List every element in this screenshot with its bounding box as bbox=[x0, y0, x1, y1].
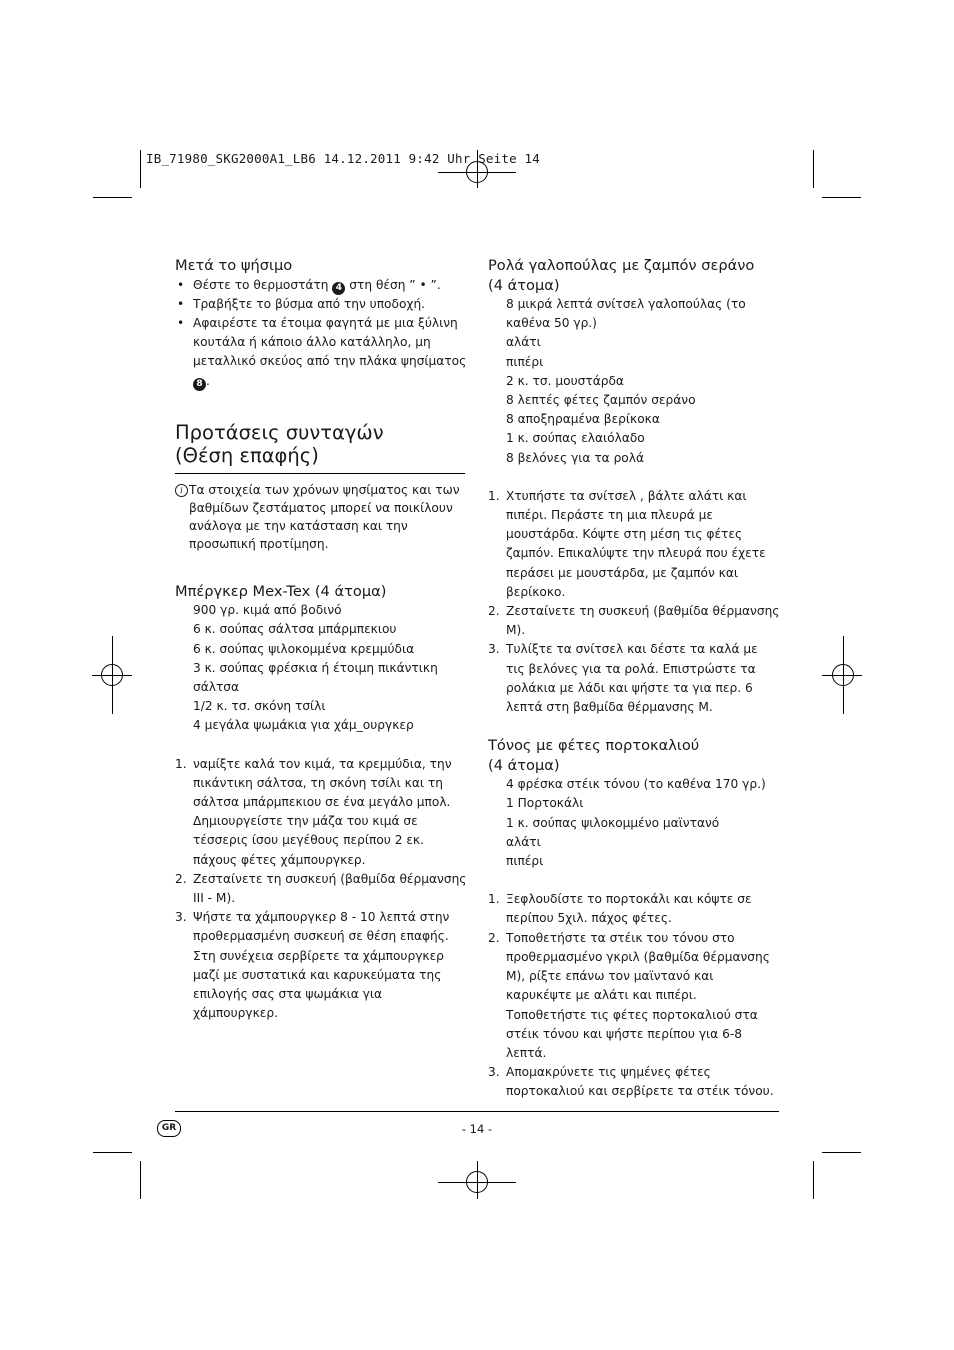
recipes-title: Προτάσεις συνταγών (Θέση επαφής) bbox=[175, 420, 384, 467]
step-number: 3. bbox=[488, 642, 500, 657]
ingredient-item: 8 αποξηραμένα βερίκοκα bbox=[506, 412, 660, 427]
step-text: Ζεσταίνετε τη συσκευή (βαθμίδα θέρμανσης M). bbox=[506, 604, 780, 638]
page-number: - 14 - bbox=[461, 1122, 493, 1136]
print-slug: IB_71980_SKG2000A1_LB6 14.12.2011 9:42 Uhr Seite 14 bbox=[146, 151, 541, 166]
ingredient-item: 4 μεγάλα ψωμάκια για χάμ_ουργκερ bbox=[193, 718, 414, 733]
turkey-steps bbox=[488, 487, 780, 717]
tuna-steps bbox=[488, 890, 780, 1101]
ingredient-item: 3 κ. σούπας φρέσκια ή έτοιμη πικάντικη σάλτσα bbox=[193, 660, 438, 695]
step-text: ναμίξτε καλά τον κιμά, τα κρεμμύδια, την πικάντικη σάλτσα, τη σκόνη τσίλι και τη σάλτσα μπάρμπεκιου σε ένα μεγάλο μπολ. Δημιουργείστε την μάζα του κιμά σε τέσσερις ίσου μεγέθους περίπου 2 εκ. πάχους φέτες χάμπουργκερ. bbox=[193, 756, 452, 867]
step-item bbox=[488, 640, 780, 717]
step-number: 1. bbox=[488, 892, 500, 907]
step-text: Χτυπήστε τα σνίτσελ , βάλτε αλάτι και πιπέρι. Περάστε τη μια πλευρά με μουστάρδα. Κόψτε στη μέση τις φέτες ζαμπόν. Επικαλύψτε την πλευρά που έχετε περάσει με μουστάρδα, με ζαμπόν και βερίκοκο. bbox=[506, 488, 766, 599]
step-item bbox=[488, 602, 780, 640]
step-item bbox=[488, 929, 780, 1063]
ingredient-item: αλάτι bbox=[506, 335, 541, 350]
ingredient-item: 8 βελόνες για τα ρολά bbox=[506, 450, 645, 465]
language-badge: GR bbox=[157, 1120, 181, 1137]
ingredient-item: 1 Πορτοκάλι bbox=[506, 796, 584, 811]
step-text: Ζεσταίνετε τη συσκευή (βαθμίδα θέρμανσης III - M). bbox=[193, 871, 467, 906]
step-number: 1. bbox=[175, 756, 187, 771]
section-heading-turkey: Ρολά γαλοπούλας με ζαμπόν σεράνο (4 άτομα) bbox=[488, 257, 755, 294]
title-divider bbox=[175, 473, 465, 474]
ingredient-item: 4 φρέσκα στέικ τόνου (το καθένα 170 γρ.) bbox=[506, 777, 766, 792]
ingredient-item: 6 κ. σούπας ψιλοκομμένα κρεμμύδια bbox=[193, 641, 415, 656]
step-item bbox=[488, 1063, 780, 1101]
step-item bbox=[175, 755, 467, 870]
ingredient-item: 1/2 κ. τσ. σκόνη τσίλι bbox=[193, 699, 326, 714]
section-heading-after-grilling: Μετά το ψήσιμο bbox=[175, 257, 293, 274]
section-heading-tuna: Τόνος με φέτες πορτοκαλιού (4 άτομα) bbox=[488, 737, 700, 774]
ingredient-item: 8 μικρά λεπτά σνίτσελ γαλοπούλας (το καθένα 50 γρ.) bbox=[506, 297, 746, 331]
ingredient-item: 1 κ. σούπας ελαιόλαδο bbox=[506, 431, 645, 446]
info-note: i Τα στοιχεία των χρόνων ψησίματος και των βαθμίδων ζεστάματος μπορεί να ποικίλουν ανάλογα με την κατάσταση και την προσωπική προτίμηση. bbox=[175, 481, 467, 553]
list-item: • Θέστε το θερμοστάτη 4 στη θέση ” • ”. bbox=[175, 276, 467, 295]
step-item bbox=[175, 870, 467, 908]
step-item bbox=[175, 908, 467, 1023]
burger-ingredients bbox=[175, 601, 467, 735]
turkey-ingredients bbox=[488, 295, 780, 468]
ingredient-item: 1 κ. σούπας ψιλοκομμένο μαϊντανό bbox=[506, 815, 720, 830]
tuna-ingredients bbox=[488, 775, 780, 871]
ingredient-item: 8 λεπτές φέτες ζαμπόν σεράνο bbox=[506, 393, 696, 408]
ingredient-item: 900 γρ. κιμά από βοδινό bbox=[193, 603, 342, 618]
step-number: 2. bbox=[488, 930, 500, 945]
reference-number-badge: 8 bbox=[193, 378, 206, 391]
step-number: 2. bbox=[175, 871, 187, 886]
ingredient-item: πιπέρι bbox=[506, 354, 544, 369]
list-item: • Τραβήξτε το βύσμα από την υποδοχή. bbox=[175, 295, 467, 314]
step-text: Ψήστε τα χάμπουργκερ 8 - 10 λεπτά στην προθερμασμένη συσκευή σε θέση επαφής. Στη συνέχεια σερβίρετε τα χάμπουργκερ μαζί με συστατικά και καρυκεύματα της επιλογής σας στα ψωμάκια για χάμπουργκερ. bbox=[193, 910, 450, 1021]
ingredient-item: αλάτι bbox=[506, 834, 541, 849]
info-icon: i bbox=[175, 484, 188, 497]
ingredient-item: 2 κ. τσ. μουστάρδα bbox=[506, 373, 624, 388]
step-number: 3. bbox=[175, 910, 187, 925]
step-text: Ξεφλουδίστε το πορτοκάλι και κόψτε σε περίπου 5χιλ. πάχος φέτες. bbox=[506, 892, 752, 926]
step-text: Τυλίξτε τα σνίτσελ και δέστε τα καλά με τις βελόνες για τα ρολά. Επιστρώστε τα ρολάκια με λάδι και ψήστε τα για περ. 6 λεπτά στη βαθμίδα θέρμανσης M. bbox=[506, 642, 758, 715]
burger-steps bbox=[175, 755, 467, 1024]
step-number: 1. bbox=[488, 488, 500, 503]
step-item bbox=[488, 890, 780, 928]
ingredient-item: πιπέρι bbox=[506, 854, 544, 869]
step-text: Τοποθετήστε τα στέικ του τόνου στο προθερμασμένο γκριλ (βαθμίδα θέρμανσης M), ρίξτε επάνω τον μαϊντανό και καρυκέψτε με αλάτι και πιπέρι. Τοποθετήστε τις φέτες πορτοκαλιού στα στέικ τόνου και ψήστε περίπου για 6-8 λεπτά. bbox=[506, 930, 770, 1060]
section-heading-burger: Μπέργκερ Mex-Tex (4 άτομα) bbox=[175, 582, 387, 600]
ingredient-item: 6 κ. σούπας σάλτσα μπάρμπεκιου bbox=[193, 622, 397, 637]
step-number: 3. bbox=[488, 1065, 500, 1080]
step-text: Απομακρύνετε τις ψημένες φέτες πορτοκαλιού και σερβίρετε τα στέικ τόνου. bbox=[506, 1065, 774, 1099]
footer-divider bbox=[175, 1111, 779, 1112]
step-item bbox=[488, 487, 780, 602]
step-number: 2. bbox=[488, 604, 500, 619]
after-grilling-list bbox=[175, 276, 467, 391]
right-column bbox=[488, 256, 780, 1102]
list-item: • Αφαιρέστε τα έτοιμα φαγητά με μια ξύλινη κουτάλα ή κάποιο άλλο κατάλληλο, μη μεταλλικό σκεύος από την πλάκα ψησίματος 8 . bbox=[175, 314, 467, 391]
left-column bbox=[175, 256, 467, 1023]
reference-number-badge: 4 bbox=[332, 282, 345, 295]
